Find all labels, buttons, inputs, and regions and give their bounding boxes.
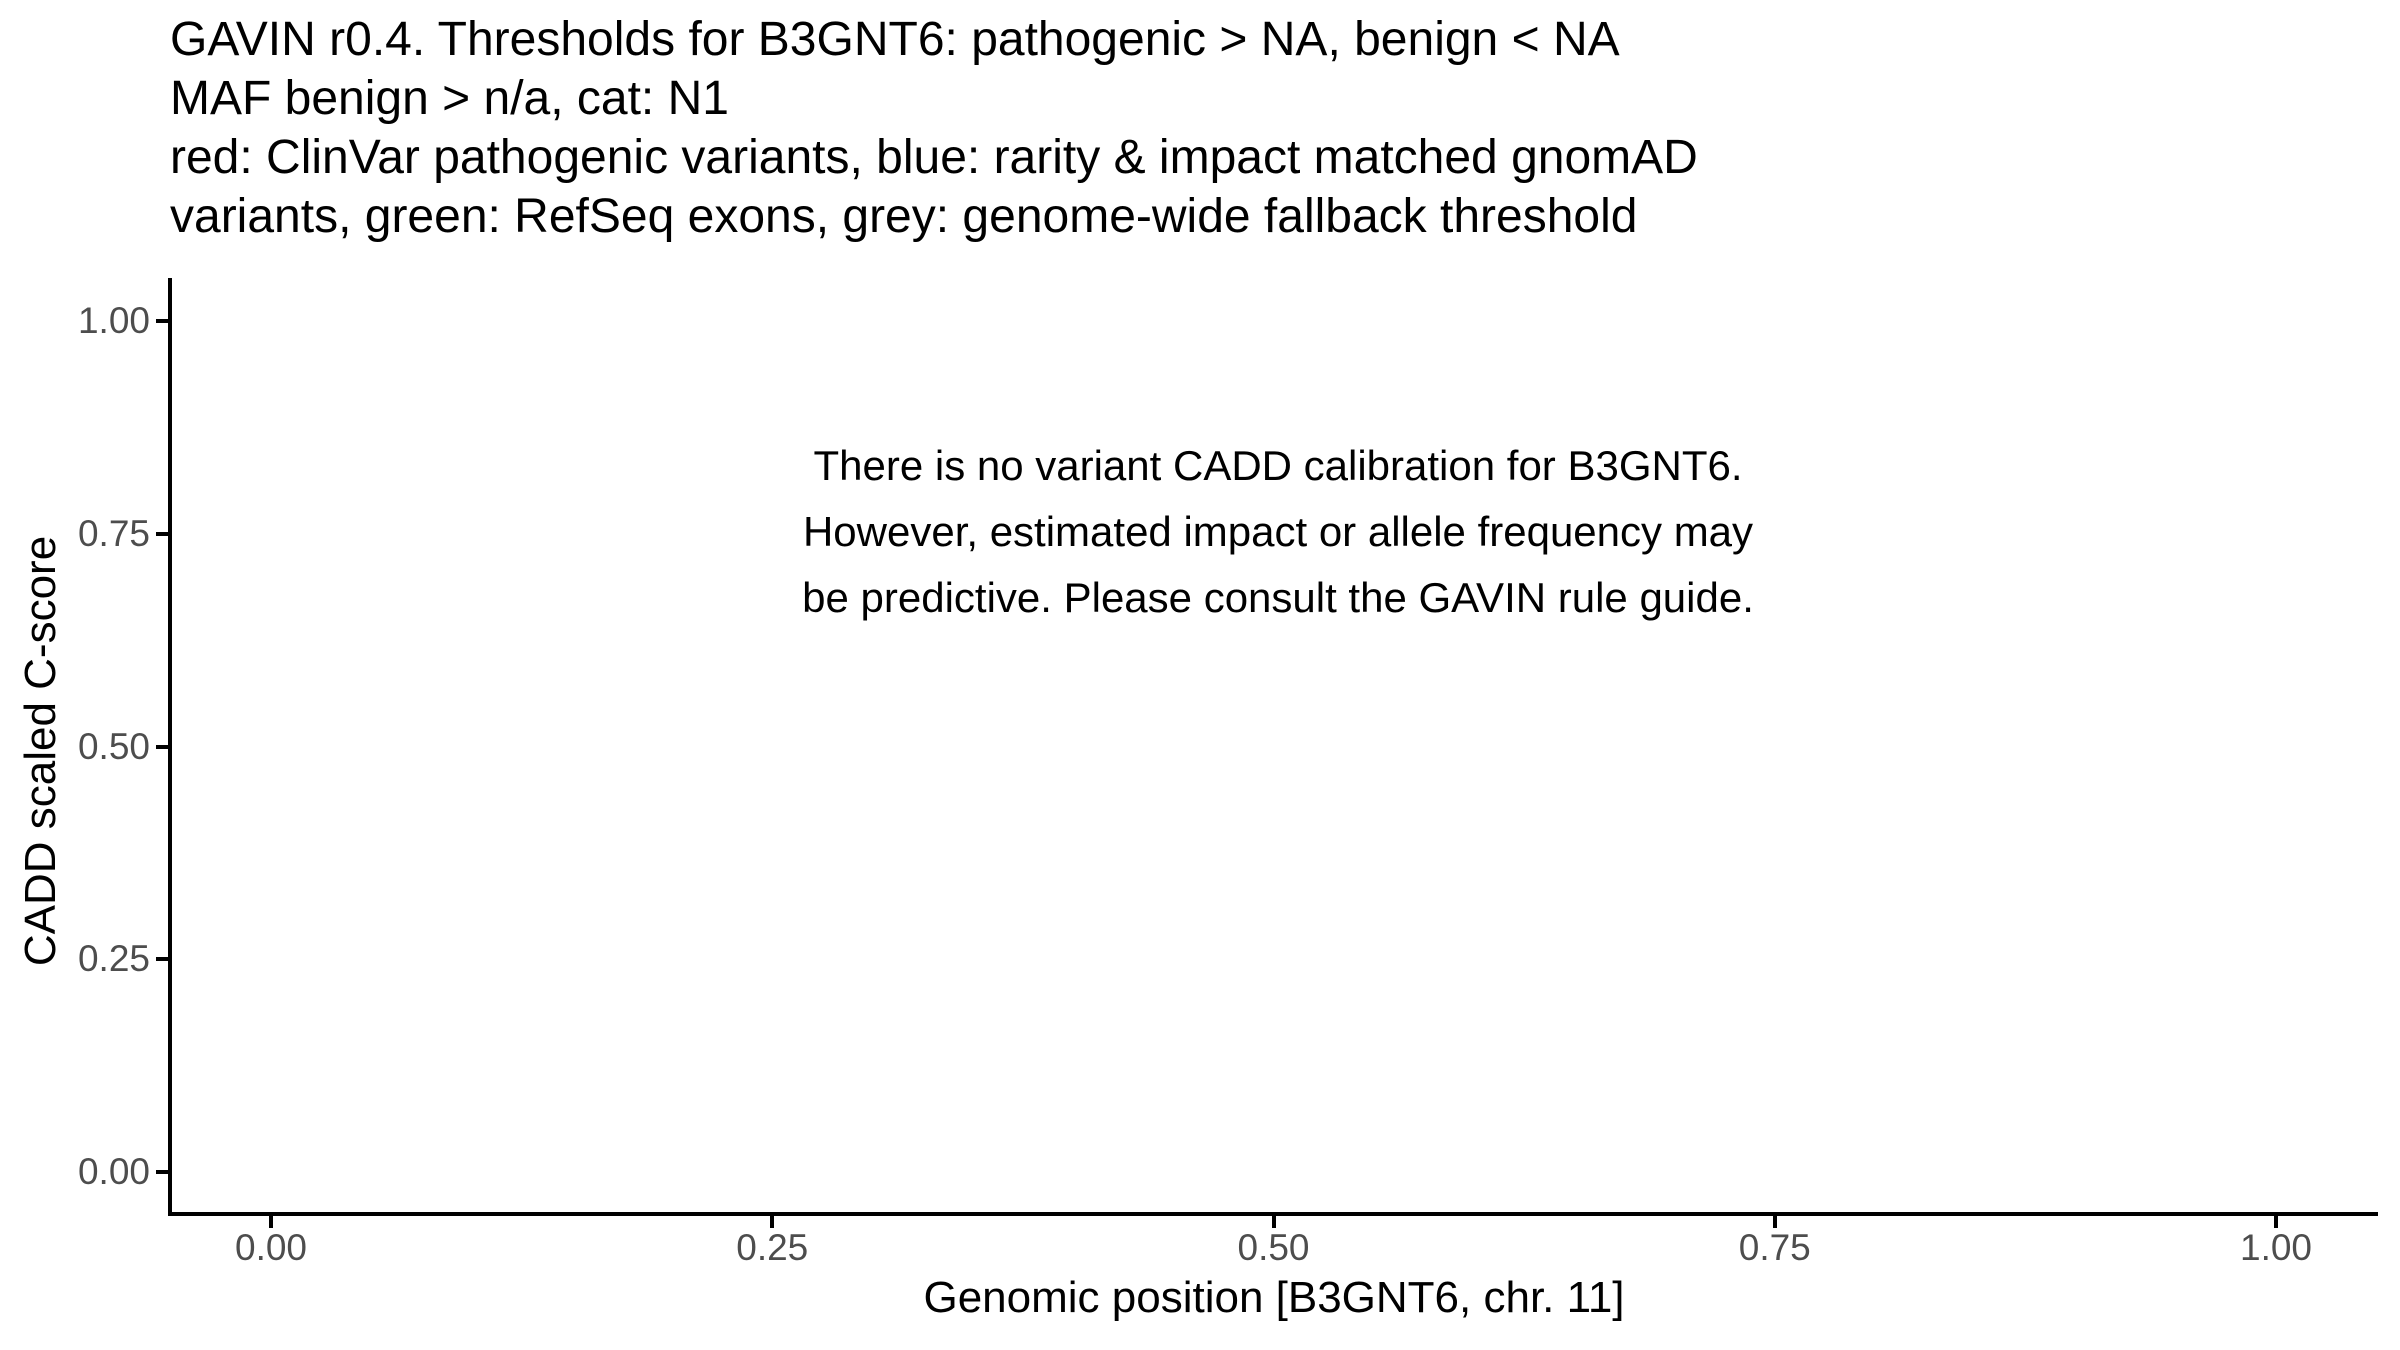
y-tick-label: 0.25: [77, 938, 150, 980]
y-tick-mark: [156, 745, 168, 749]
y-axis-title: CADD scaled C-score: [16, 535, 65, 967]
x-axis-title: Genomic position [B3GNT6, chr. 11]: [923, 1273, 1625, 1322]
y-tick-label: 0.50: [77, 725, 150, 767]
x-tick-label: 0.50: [1237, 1227, 1310, 1268]
no-calibration-annotation: [802, 433, 1754, 631]
y-tick-mark: [156, 532, 168, 536]
plot-title-line-3: red: ClinVar pathogenic variants, blue: rarity & impact matched gnomAD: [170, 131, 1698, 184]
y-tick-mark: [156, 957, 168, 961]
plot-title-line-1: GAVIN r0.4. Thresholds for B3GNT6: pathogenic > NA, benign < NA: [170, 13, 1620, 66]
y-tick-label: 1.00: [77, 300, 150, 341]
x-tick-label: 1.00: [2239, 1227, 2313, 1268]
x-tick-label: 0.75: [1738, 1227, 1811, 1268]
x-tick-label: 0.00: [234, 1227, 308, 1268]
plot-title-line-4: variants, green: RefSeq exons, grey: genome-wide fallback threshold: [170, 190, 1638, 243]
y-tick-label: 0.75: [77, 512, 150, 554]
y-tick-mark: [156, 319, 168, 323]
annotation-line-1: There is no variant CADD calibration for B3GNT6.: [813, 442, 1743, 489]
x-tick-label: 0.25: [736, 1227, 809, 1268]
plot-title-line-2: MAF benign > n/a, cat: N1: [170, 72, 729, 125]
y-tick-label: 0.00: [77, 1151, 150, 1192]
annotation-line-3: be predictive. Please consult the GAVIN rule guide.: [802, 574, 1754, 621]
plot-title: [170, 10, 1698, 246]
y-tick-mark: [156, 1170, 168, 1174]
plot-panel: [168, 278, 2378, 1216]
annotation-line-2: However, estimated impact or allele frequency may: [802, 508, 1754, 555]
